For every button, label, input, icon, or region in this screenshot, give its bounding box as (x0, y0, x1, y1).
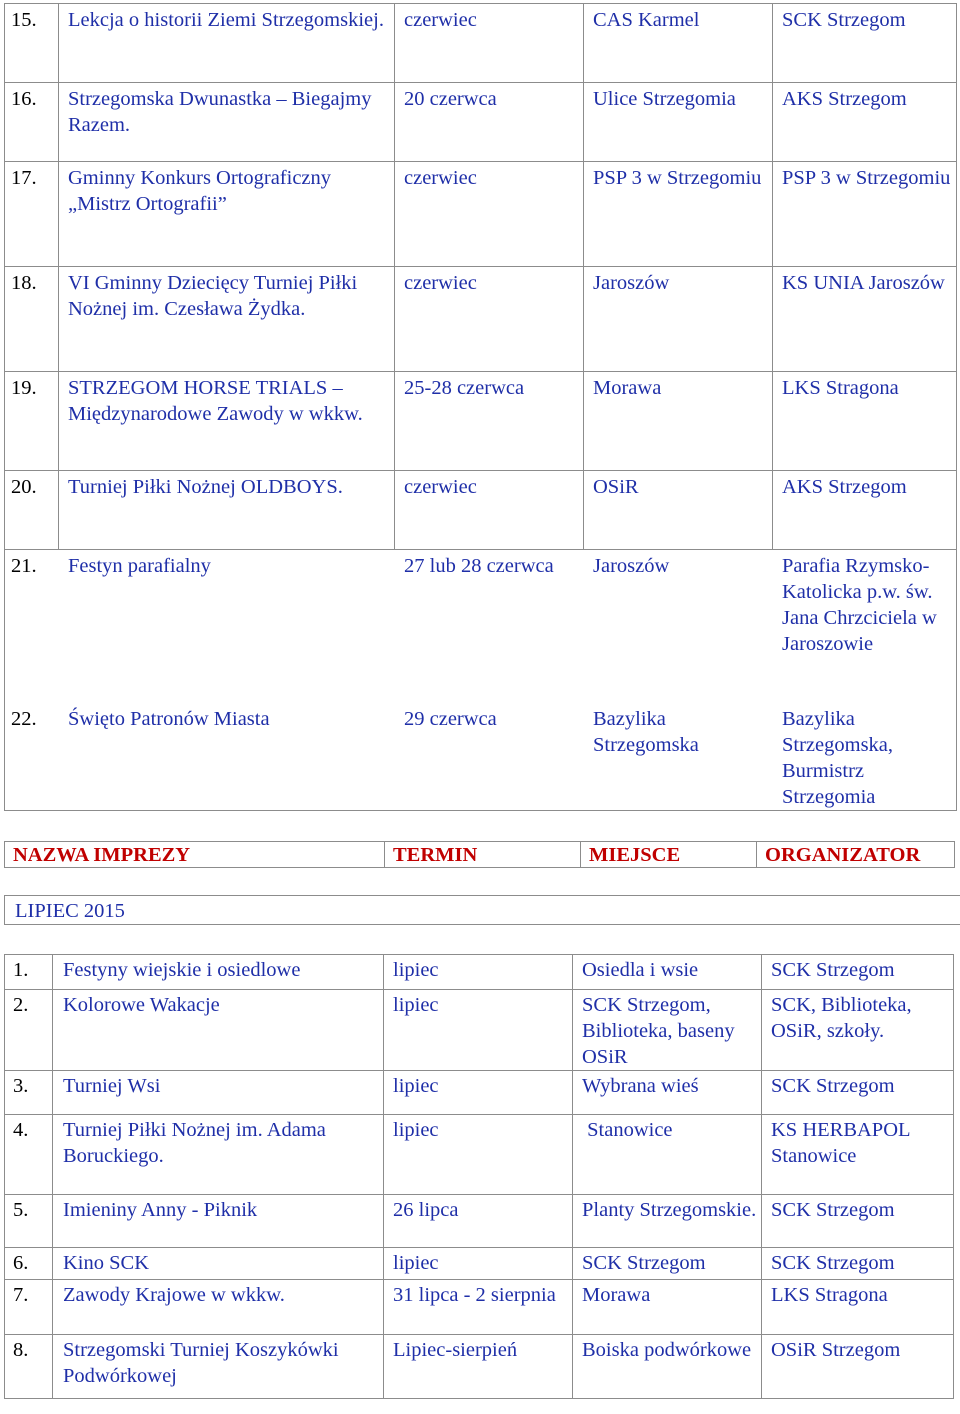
table-row (5, 4, 957, 83)
event-date: czerwiec (395, 471, 584, 550)
row-number: 4. (5, 1115, 53, 1195)
event-place: Morawa (584, 372, 773, 471)
table-row (5, 83, 957, 162)
event-name: STRZEGOM HORSE TRIALS – Międzynarodowe Zawody w wkkw. (59, 372, 395, 471)
event-date: lipiec (384, 1071, 573, 1115)
row-number: 18. (5, 267, 59, 372)
table-row (5, 1195, 954, 1248)
table-row (5, 267, 957, 372)
event-date: lipiec (384, 1248, 573, 1280)
table-row (5, 955, 954, 990)
event-date: czerwiec (395, 267, 584, 372)
event-date: 27 lub 28 czerwca (404, 555, 554, 577)
event-date: 20 czerwca (395, 83, 584, 162)
event-place: Morawa (573, 1280, 762, 1335)
event-name: Turniej Piłki Nożnej OLDBOYS. (59, 471, 395, 550)
table-row (5, 550, 957, 811)
event-date: 29 czerwca (404, 708, 497, 730)
event-organizer: SCK Strzegom (762, 1248, 954, 1280)
row-number: 7. (5, 1280, 53, 1335)
event-name: Zawody Krajowe w wkkw. (53, 1280, 384, 1335)
event-date: czerwiec (395, 162, 584, 267)
row-number: 1. (5, 955, 53, 990)
column-header (4, 841, 955, 868)
header-place: MIEJSCE (581, 842, 757, 868)
event-place: Ulice Strzegomia (584, 83, 773, 162)
event-place: Boiska podwórkowe (573, 1335, 762, 1399)
event-place: SCK Strzegom, Biblioteka, baseny OSiR (573, 990, 762, 1071)
event-organizer: SCK Strzegom (762, 1071, 954, 1115)
event-organizer: SCK, Biblioteka, OSiR, szkoły. (762, 990, 954, 1071)
event-organizer: Parafia Rzymsko-Katolicka p.w. św. Jana Chrzciciela w Jaroszowie (782, 555, 937, 655)
table-row (5, 162, 957, 267)
event-name: Strzegomska Dwunastka – Biegajmy Razem. (59, 83, 395, 162)
table-row (5, 372, 957, 471)
event-organizer: PSP 3 w Strzegomiu (773, 162, 957, 267)
event-date: Lipiec-sierpień (384, 1335, 573, 1399)
row-number: 19. (5, 372, 59, 471)
row-number: 20. (5, 471, 59, 550)
event-date: lipiec (384, 1115, 573, 1195)
event-name: VI Gminny Dziecięcy Turniej Piłki Nożnej im. Czesława Żydka. (59, 267, 395, 372)
event-organizer: LKS Stragona (762, 1280, 954, 1335)
row-number: 21. (11, 555, 37, 577)
event-name: Kolorowe Wakacje (53, 990, 384, 1071)
events-table-july (4, 954, 954, 1399)
header-date: TERMIN (385, 842, 581, 868)
event-place: Bazylika Strzegomska (593, 708, 699, 756)
row-number: 6. (5, 1248, 53, 1280)
event-name: Strzegomski Turniej Koszykówki Podwórkowej (53, 1335, 384, 1399)
row-number: 5. (5, 1195, 53, 1248)
event-date: 25-28 czerwca (395, 372, 584, 471)
event-name: Imieniny Anny - Piknik (53, 1195, 384, 1248)
row-number: 3. (5, 1071, 53, 1115)
row-number: 15. (5, 4, 59, 83)
event-place: CAS Karmel (584, 4, 773, 83)
event-date: lipiec (384, 955, 573, 990)
events-table-june (4, 3, 957, 811)
month-title: LIPIEC 2015 (4, 895, 960, 925)
event-place: Jaroszów (584, 267, 773, 372)
event-name: Kino SCK (53, 1248, 384, 1280)
event-place: OSiR (584, 471, 773, 550)
event-place: Wybrana wieś (573, 1071, 762, 1115)
event-organizer: SCK Strzegom (762, 955, 954, 990)
merged-block (5, 550, 957, 811)
event-name: Święto Patronów Miasta (68, 708, 270, 730)
event-name: Gminny Konkurs Ortograficzny „Mistrz Ortografii” (59, 162, 395, 267)
event-place: Jaroszów (593, 555, 670, 577)
table-row (5, 1115, 954, 1195)
event-name: Festyny wiejskie i osiedlowe (53, 955, 384, 990)
event-place: Planty Strzegomskie. (573, 1195, 762, 1248)
row-number: 16. (5, 83, 59, 162)
event-organizer: LKS Stragona (773, 372, 957, 471)
table-row (5, 990, 954, 1071)
event-name: Turniej Wsi (53, 1071, 384, 1115)
event-date: lipiec (384, 990, 573, 1071)
table-row (5, 1071, 954, 1115)
event-date: czerwiec (395, 4, 584, 83)
event-organizer: OSiR Strzegom (762, 1335, 954, 1399)
event-name: Festyn parafialny (68, 555, 211, 577)
event-organizer: AKS Strzegom (773, 83, 957, 162)
event-organizer: KS HERBAPOL Stanowice (762, 1115, 954, 1195)
row-number: 8. (5, 1335, 53, 1399)
table-row (5, 1280, 954, 1335)
row-number: 17. (5, 162, 59, 267)
table-row (5, 1248, 954, 1280)
event-organizer: SCK Strzegom (773, 4, 957, 83)
event-organizer: AKS Strzegom (773, 471, 957, 550)
event-name: Turniej Piłki Nożnej im. Adama Boruckiego. (53, 1115, 384, 1195)
table-row (5, 471, 957, 550)
event-date: 26 lipca (384, 1195, 573, 1248)
event-place: Osiedla i wsie (573, 955, 762, 990)
header-name: NAZWA IMPREZY (5, 842, 385, 868)
event-name: Lekcja o historii Ziemi Strzegomskiej. (59, 4, 395, 83)
header-organizer: ORGANIZATOR (757, 842, 955, 868)
event-organizer: SCK Strzegom (762, 1195, 954, 1248)
row-number: 22. (11, 708, 37, 730)
table-row (5, 1335, 954, 1399)
event-place: Stanowice (573, 1115, 762, 1195)
event-organizer: KS UNIA Jaroszów (773, 267, 957, 372)
event-place: SCK Strzegom (573, 1248, 762, 1280)
event-date: 31 lipca - 2 sierpnia (384, 1280, 573, 1335)
row-number: 2. (5, 990, 53, 1071)
event-place: PSP 3 w Strzegomiu (584, 162, 773, 267)
event-organizer: Bazylika Strzegomska, Burmistrz Strzegomia (782, 708, 894, 808)
